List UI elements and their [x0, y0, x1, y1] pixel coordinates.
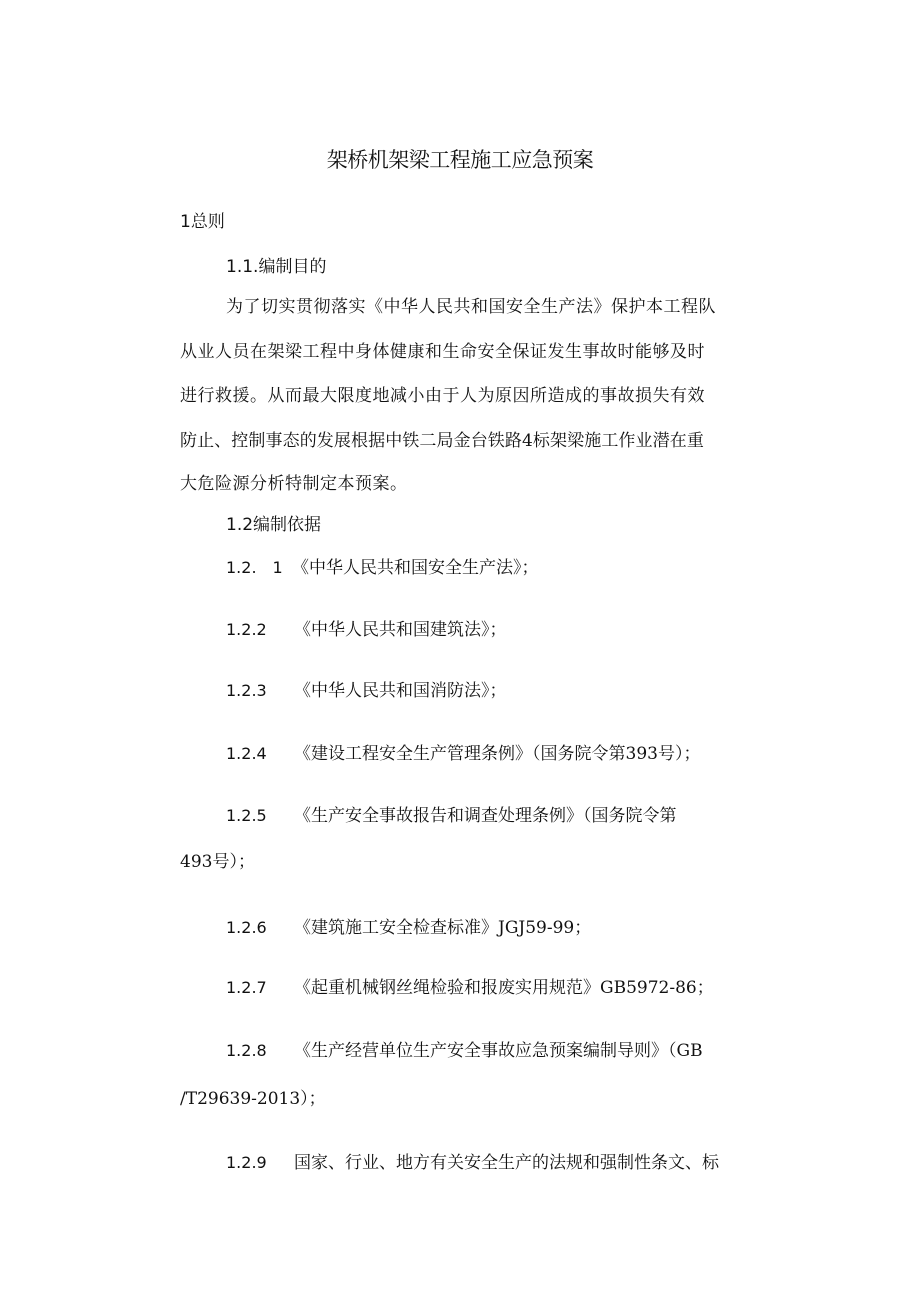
- purpose-paragraph-line: 大危险源分析特制定本预案。: [180, 474, 408, 494]
- basis-item: [226, 619, 507, 641]
- basis-item-number: 1.2.5: [226, 806, 267, 825]
- basis-item-text: 《起重机械钢丝绳检验和报废实用规范》GB5972-86；: [294, 978, 714, 998]
- basis-item-text: 《生产经营单位生产安全事故应急预案编制导则》（GB: [294, 1041, 703, 1061]
- basis-item: [226, 680, 507, 702]
- basis-item-text: 国家、行业、地方有关安全生产的法规和强制性条文、标: [294, 1153, 719, 1173]
- basis-item-text: 《中华人民共和国消防法》；: [294, 681, 507, 701]
- purpose-paragraph-line: 为了切实贯彻落实《中华人民共和国安全生产法》保护本工程队: [226, 297, 716, 317]
- basis-item: [226, 977, 714, 999]
- purpose-paragraph-line: 防止、控制事态的发展根据中铁二局金台铁路4标架梁施工作业潜在重: [180, 431, 704, 451]
- basis-item: [226, 1040, 703, 1062]
- basis-item-number: 1.2.3: [226, 681, 267, 700]
- purpose-paragraph-line: 从业人员在架梁工程中身体健康和生命安全保证发生事故时能够及时: [180, 342, 705, 362]
- basis-item: [226, 917, 591, 939]
- basis-item-number: 1.2.7: [226, 978, 267, 997]
- basis-item: [226, 1152, 719, 1174]
- basis-item-number: 1.2.4: [226, 744, 267, 763]
- basis-item-text: 《中华人民共和国建筑法》；: [294, 620, 507, 640]
- document-title: 架桥机架梁工程施工应急预案: [326, 148, 594, 172]
- basis-item-number: 1.2. 1: [226, 558, 283, 577]
- basis-item-number: 1.2.6: [226, 918, 267, 937]
- basis-item-text: 《生产安全事故报告和调查处理条例》（国务院令第: [294, 806, 677, 826]
- basis-item: [226, 805, 677, 827]
- basis-item-continuation: /T29639-2013）；: [180, 1089, 326, 1109]
- basis-item: [226, 743, 700, 765]
- basis-item-number: 1.2.8: [226, 1041, 267, 1060]
- basis-item-text: 《建设工程安全生产管理条例》（国务院令第393号）；: [294, 744, 701, 764]
- basis-item-continuation: 493号）；: [180, 852, 255, 872]
- subsection-heading-basis: 1.2编制依据: [226, 515, 322, 535]
- basis-item: [226, 557, 539, 579]
- section-heading-general: 1总则: [180, 212, 225, 232]
- basis-item-text: 《中华人民共和国安全生产法》；: [292, 558, 539, 578]
- basis-item-number: 1.2.2: [226, 620, 267, 639]
- subsection-heading-purpose: 1.1.编制目的: [226, 257, 327, 277]
- basis-item-text: 《建筑施工安全检查标准》JGJ59-99；: [294, 918, 592, 938]
- purpose-paragraph-line: 进行救援。从而最大限度地减小由于人为原因所造成的事故损失有效: [180, 386, 705, 406]
- basis-item-number: 1.2.9: [226, 1153, 267, 1172]
